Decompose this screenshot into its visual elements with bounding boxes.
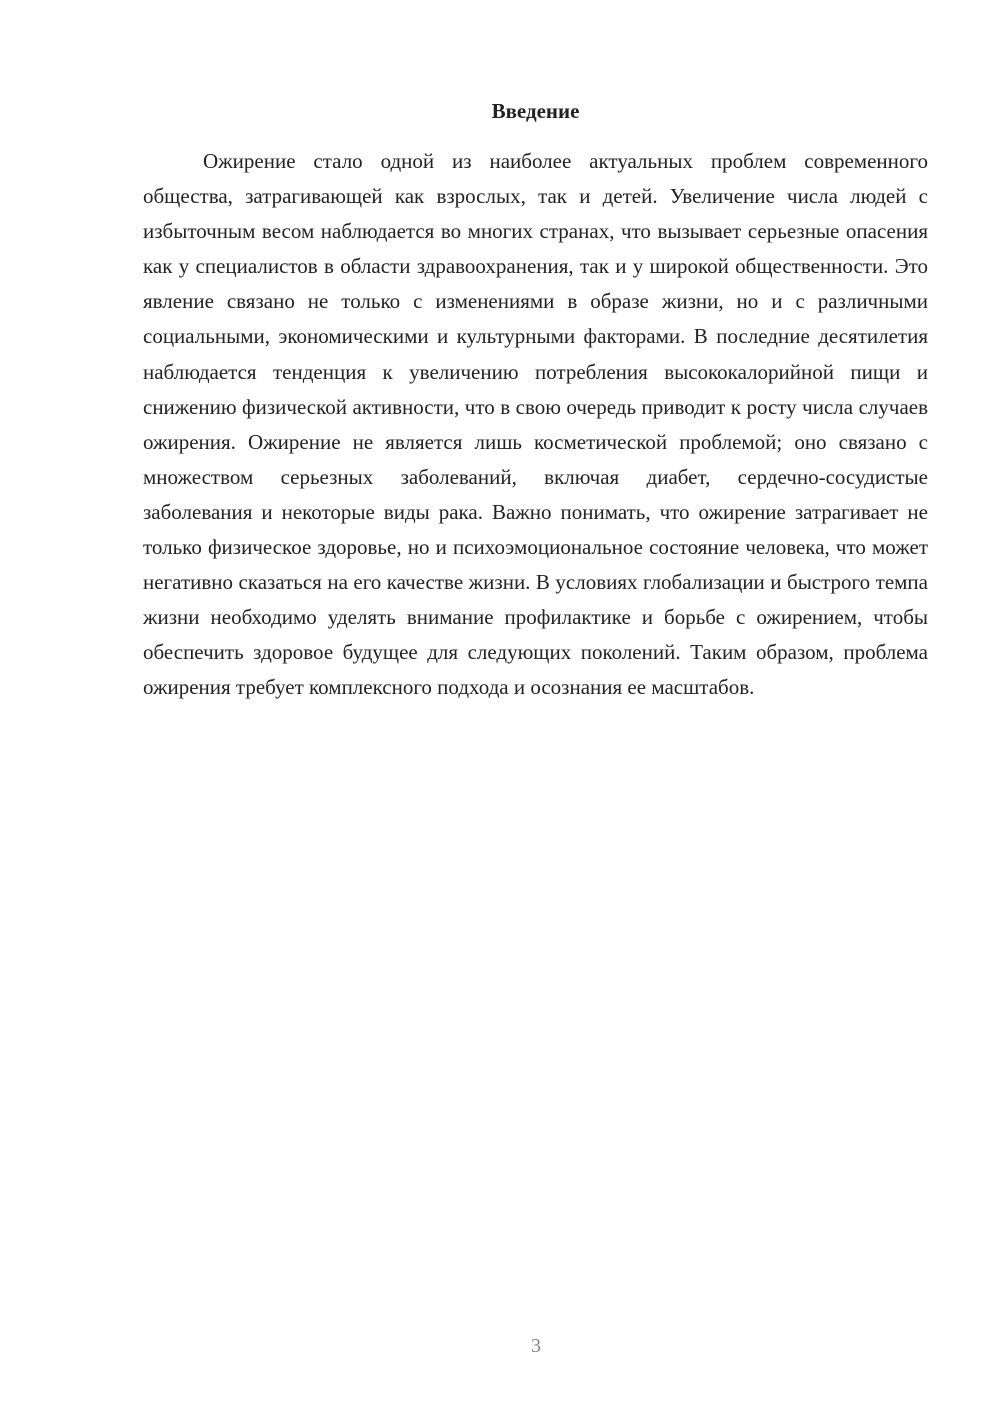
page-content	[143, 96, 928, 706]
section-title: Введение	[491, 99, 580, 123]
page-number: 3	[531, 1335, 541, 1357]
body-paragraph: Ожирение стало одной из наиболее актуальных проблем современного общества, затрагивающей как взрослых, так и детей. Увеличение числа людей с избыточным весом наблюдается во многих странах, что вызывает серьезные опасения как у специалистов в области здравоохранения, так и у широкой общественности. Это явление связано не только с изменениями в образе жизни, но и с различными социальными, экономическими и культурными факторами. В последние десятилетия наблюдается тенденция к увеличению потребления высококалорийной пищи и снижению физической активности, что в свою очередь приводит к росту числа случаев ожирения. Ожирение не является лишь косметической проблемой; оно связано с множеством серьезных заболеваний, включая диабет, сердечно-сосудистые заболевания и некоторые виды рака. Важно понимать, что ожирение затрагивает не только физическое здоровье, но и психоэмоциональное состояние человека, что может негативно сказаться на его качестве жизни. В условиях глобализации и быстрого темпа жизни необходимо уделять внимание профилактике и борьбе с ожирением, чтобы обеспечить здоровое будущее для следующих поколений. Таким образом, проблема ожирения требует комплексного подхода и осознания ее масштабов.	[143, 149, 928, 700]
